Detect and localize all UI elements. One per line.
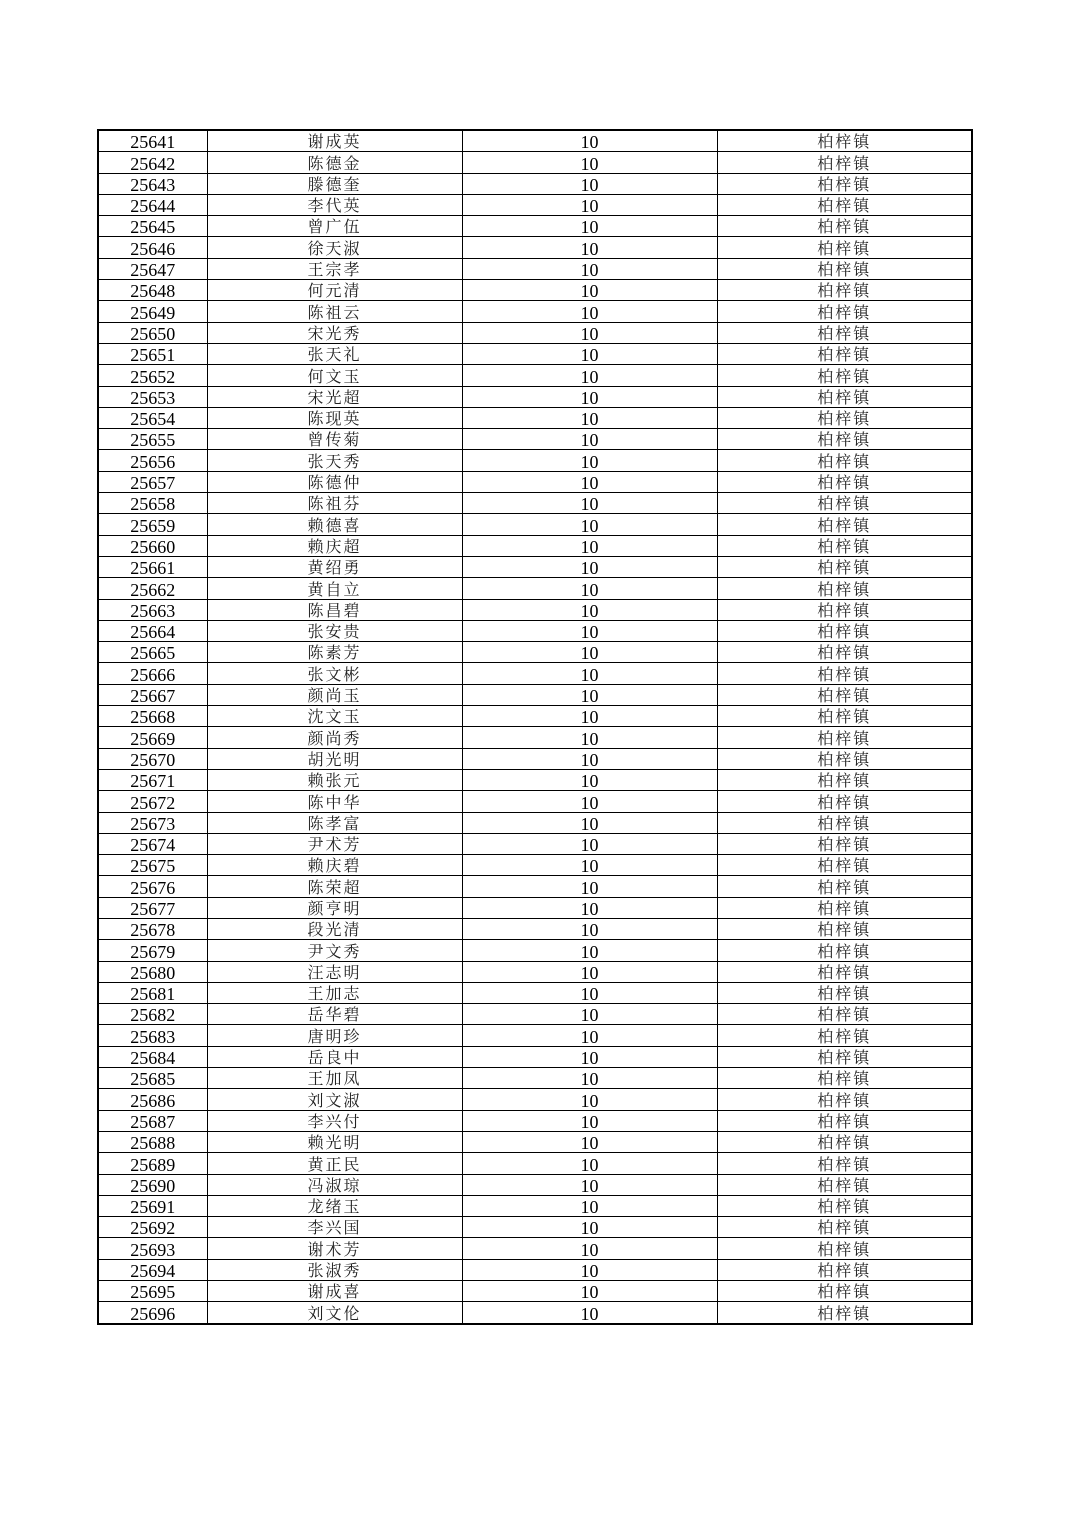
row-amount-cell: 10 [462,194,717,215]
table-row [98,940,972,961]
row-amount-cell: 10 [462,216,717,237]
row-amount-cell: 10 [462,1068,717,1089]
row-name-cell: 张天秀 [207,450,462,471]
row-town-cell: 柏梓镇 [717,748,972,769]
row-town-cell: 柏梓镇 [717,535,972,556]
row-town-cell: 柏梓镇 [717,152,972,173]
row-town-cell: 柏梓镇 [717,812,972,833]
table-row [98,1259,972,1280]
row-name-cell: 陈祖云 [207,301,462,322]
table-row [98,514,972,535]
row-id-cell: 25685 [98,1068,207,1089]
table-row [98,152,972,173]
row-town-cell: 柏梓镇 [717,130,972,152]
row-amount-cell: 10 [462,493,717,514]
table-row [98,493,972,514]
table-row [98,429,972,450]
row-town-cell: 柏梓镇 [717,173,972,194]
row-id-cell: 25672 [98,791,207,812]
row-name-cell: 赖德喜 [207,514,462,535]
row-town-cell: 柏梓镇 [717,1025,972,1046]
row-town-cell: 柏梓镇 [717,620,972,641]
row-id-cell: 25647 [98,258,207,279]
table-row [98,258,972,279]
row-town-cell: 柏梓镇 [717,1131,972,1152]
row-name-cell: 王加凤 [207,1068,462,1089]
row-name-cell: 黄自立 [207,578,462,599]
row-id-cell: 25646 [98,237,207,258]
row-amount-cell: 10 [462,748,717,769]
row-amount-cell: 10 [462,578,717,599]
row-id-cell: 25684 [98,1046,207,1067]
row-name-cell: 陈德仲 [207,471,462,492]
row-name-cell: 王加志 [207,982,462,1003]
row-id-cell: 25673 [98,812,207,833]
row-town-cell: 柏梓镇 [717,599,972,620]
row-id-cell: 25651 [98,343,207,364]
row-id-cell: 25645 [98,216,207,237]
row-id-cell: 25643 [98,173,207,194]
row-id-cell: 25669 [98,727,207,748]
row-town-cell: 柏梓镇 [717,684,972,705]
row-id-cell: 25642 [98,152,207,173]
row-id-cell: 25656 [98,450,207,471]
row-town-cell: 柏梓镇 [717,493,972,514]
row-town-cell: 柏梓镇 [717,1259,972,1280]
row-id-cell: 25682 [98,1004,207,1025]
row-town-cell: 柏梓镇 [717,365,972,386]
row-name-cell: 张天礼 [207,343,462,364]
row-name-cell: 陈昌碧 [207,599,462,620]
table-row [98,1046,972,1067]
table-row [98,280,972,301]
row-id-cell: 25681 [98,982,207,1003]
row-id-cell: 25641 [98,130,207,152]
table-row [98,237,972,258]
row-name-cell: 汪志明 [207,961,462,982]
row-id-cell: 25650 [98,322,207,343]
table-row [98,727,972,748]
table-row [98,982,972,1003]
row-amount-cell: 10 [462,1259,717,1280]
row-town-cell: 柏梓镇 [717,1302,972,1324]
row-town-cell: 柏梓镇 [717,386,972,407]
table-row [98,1153,972,1174]
row-name-cell: 谢成喜 [207,1281,462,1302]
row-town-cell: 柏梓镇 [717,556,972,577]
row-name-cell: 谢术芳 [207,1238,462,1259]
table-row [98,1025,972,1046]
table-row [98,578,972,599]
row-id-cell: 25692 [98,1217,207,1238]
row-town-cell: 柏梓镇 [717,301,972,322]
row-id-cell: 25696 [98,1302,207,1324]
row-id-cell: 25668 [98,706,207,727]
row-name-cell: 陈现英 [207,407,462,428]
row-amount-cell: 10 [462,727,717,748]
row-amount-cell: 10 [462,450,717,471]
row-amount-cell: 10 [462,343,717,364]
row-id-cell: 25690 [98,1174,207,1195]
table-row [98,1217,972,1238]
table-row [98,450,972,471]
table-row [98,1174,972,1195]
row-name-cell: 黄正民 [207,1153,462,1174]
row-amount-cell: 10 [462,833,717,854]
row-amount-cell: 10 [462,706,717,727]
row-amount-cell: 10 [462,1004,717,1025]
table-row [98,812,972,833]
row-amount-cell: 10 [462,961,717,982]
row-amount-cell: 10 [462,280,717,301]
row-amount-cell: 10 [462,769,717,790]
row-name-cell: 赖庆超 [207,535,462,556]
table-row [98,748,972,769]
row-name-cell: 岳良中 [207,1046,462,1067]
row-name-cell: 刘文淑 [207,1089,462,1110]
row-town-cell: 柏梓镇 [717,791,972,812]
row-name-cell: 尹术芳 [207,833,462,854]
row-id-cell: 25661 [98,556,207,577]
row-id-cell: 25654 [98,407,207,428]
row-amount-cell: 10 [462,1110,717,1131]
row-amount-cell: 10 [462,407,717,428]
row-name-cell: 徐天淑 [207,237,462,258]
table-row [98,961,972,982]
row-name-cell: 曾广伍 [207,216,462,237]
row-amount-cell: 10 [462,940,717,961]
row-town-cell: 柏梓镇 [717,280,972,301]
row-amount-cell: 10 [462,173,717,194]
row-name-cell: 陈荣超 [207,876,462,897]
row-amount-cell: 10 [462,1131,717,1152]
table-row [98,216,972,237]
row-name-cell: 宋光超 [207,386,462,407]
row-amount-cell: 10 [462,855,717,876]
row-id-cell: 25677 [98,897,207,918]
row-name-cell: 颜尚玉 [207,684,462,705]
row-amount-cell: 10 [462,812,717,833]
row-name-cell: 岳华碧 [207,1004,462,1025]
row-id-cell: 25653 [98,386,207,407]
row-name-cell: 宋光秀 [207,322,462,343]
table-row [98,1110,972,1131]
row-amount-cell: 10 [462,152,717,173]
row-name-cell: 陈德金 [207,152,462,173]
row-amount-cell: 10 [462,429,717,450]
row-amount-cell: 10 [462,1195,717,1216]
row-amount-cell: 10 [462,620,717,641]
table-row [98,301,972,322]
row-town-cell: 柏梓镇 [717,1110,972,1131]
table-row [98,1131,972,1152]
table-row [98,1089,972,1110]
table-row [98,918,972,939]
table-row [98,897,972,918]
row-town-cell: 柏梓镇 [717,343,972,364]
table-row [98,599,972,620]
table-row [98,1068,972,1089]
row-name-cell: 颜尚秀 [207,727,462,748]
table-row [98,1302,972,1324]
table-row [98,620,972,641]
row-id-cell: 25691 [98,1195,207,1216]
row-town-cell: 柏梓镇 [717,1281,972,1302]
table-row [98,130,972,152]
row-id-cell: 25694 [98,1259,207,1280]
row-town-cell: 柏梓镇 [717,514,972,535]
row-amount-cell: 10 [462,1217,717,1238]
row-name-cell: 刘文伦 [207,1302,462,1324]
table-row [98,684,972,705]
row-town-cell: 柏梓镇 [717,897,972,918]
row-id-cell: 25676 [98,876,207,897]
table-row [98,1195,972,1216]
row-id-cell: 25689 [98,1153,207,1174]
table-row [98,386,972,407]
row-town-cell: 柏梓镇 [717,1153,972,1174]
row-id-cell: 25657 [98,471,207,492]
row-amount-cell: 10 [462,897,717,918]
row-id-cell: 25666 [98,663,207,684]
row-id-cell: 25652 [98,365,207,386]
row-name-cell: 冯淑琼 [207,1174,462,1195]
row-name-cell: 段光清 [207,918,462,939]
row-name-cell: 赖张元 [207,769,462,790]
row-id-cell: 25680 [98,961,207,982]
row-name-cell: 颜亨明 [207,897,462,918]
row-id-cell: 25687 [98,1110,207,1131]
row-name-cell: 赖光明 [207,1131,462,1152]
table-row [98,471,972,492]
row-town-cell: 柏梓镇 [717,663,972,684]
row-town-cell: 柏梓镇 [717,237,972,258]
row-town-cell: 柏梓镇 [717,706,972,727]
table-row [98,365,972,386]
row-amount-cell: 10 [462,599,717,620]
row-amount-cell: 10 [462,1153,717,1174]
row-town-cell: 柏梓镇 [717,1174,972,1195]
row-name-cell: 李代英 [207,194,462,215]
row-id-cell: 25664 [98,620,207,641]
row-name-cell: 龙绪玉 [207,1195,462,1216]
row-id-cell: 25674 [98,833,207,854]
row-name-cell: 陈祖芬 [207,493,462,514]
row-amount-cell: 10 [462,365,717,386]
row-town-cell: 柏梓镇 [717,216,972,237]
row-name-cell: 何文玉 [207,365,462,386]
row-town-cell: 柏梓镇 [717,855,972,876]
row-name-cell: 陈中华 [207,791,462,812]
row-name-cell: 尹文秀 [207,940,462,961]
row-town-cell: 柏梓镇 [717,578,972,599]
row-id-cell: 25671 [98,769,207,790]
row-id-cell: 25693 [98,1238,207,1259]
row-town-cell: 柏梓镇 [717,407,972,428]
row-id-cell: 25665 [98,642,207,663]
row-town-cell: 柏梓镇 [717,194,972,215]
row-id-cell: 25644 [98,194,207,215]
row-name-cell: 张文彬 [207,663,462,684]
row-town-cell: 柏梓镇 [717,450,972,471]
table-row [98,1004,972,1025]
table-row [98,876,972,897]
row-town-cell: 柏梓镇 [717,1217,972,1238]
row-amount-cell: 10 [462,791,717,812]
row-town-cell: 柏梓镇 [717,876,972,897]
row-name-cell: 胡光明 [207,748,462,769]
row-town-cell: 柏梓镇 [717,833,972,854]
row-id-cell: 25683 [98,1025,207,1046]
row-town-cell: 柏梓镇 [717,1046,972,1067]
row-town-cell: 柏梓镇 [717,961,972,982]
table-row [98,855,972,876]
row-amount-cell: 10 [462,663,717,684]
roster-body [98,130,972,1324]
row-name-cell: 滕德奎 [207,173,462,194]
table-row [98,343,972,364]
row-town-cell: 柏梓镇 [717,1238,972,1259]
row-name-cell: 曾传菊 [207,429,462,450]
table-row [98,663,972,684]
row-town-cell: 柏梓镇 [717,429,972,450]
row-amount-cell: 10 [462,1238,717,1259]
row-amount-cell: 10 [462,514,717,535]
row-town-cell: 柏梓镇 [717,1195,972,1216]
row-id-cell: 25667 [98,684,207,705]
row-name-cell: 谢成英 [207,130,462,152]
row-town-cell: 柏梓镇 [717,769,972,790]
table-row [98,1238,972,1259]
row-id-cell: 25670 [98,748,207,769]
row-id-cell: 25660 [98,535,207,556]
row-amount-cell: 10 [462,1089,717,1110]
row-name-cell: 沈文玉 [207,706,462,727]
row-name-cell: 李兴国 [207,1217,462,1238]
row-id-cell: 25648 [98,280,207,301]
row-name-cell: 张安贵 [207,620,462,641]
table-row [98,556,972,577]
row-town-cell: 柏梓镇 [717,258,972,279]
row-amount-cell: 10 [462,386,717,407]
row-id-cell: 25659 [98,514,207,535]
row-amount-cell: 10 [462,1046,717,1067]
row-town-cell: 柏梓镇 [717,727,972,748]
row-name-cell: 赖庆碧 [207,855,462,876]
row-id-cell: 25649 [98,301,207,322]
row-amount-cell: 10 [462,982,717,1003]
row-amount-cell: 10 [462,1281,717,1302]
row-id-cell: 25678 [98,918,207,939]
row-amount-cell: 10 [462,642,717,663]
row-name-cell: 张淑秀 [207,1259,462,1280]
row-amount-cell: 10 [462,237,717,258]
row-id-cell: 25688 [98,1131,207,1152]
row-amount-cell: 10 [462,1025,717,1046]
row-id-cell: 25662 [98,578,207,599]
row-town-cell: 柏梓镇 [717,918,972,939]
row-town-cell: 柏梓镇 [717,982,972,1003]
table-row [98,407,972,428]
row-town-cell: 柏梓镇 [717,1004,972,1025]
row-amount-cell: 10 [462,1174,717,1195]
row-amount-cell: 10 [462,535,717,556]
row-town-cell: 柏梓镇 [717,1068,972,1089]
row-amount-cell: 10 [462,684,717,705]
table-row [98,706,972,727]
row-name-cell: 李兴付 [207,1110,462,1131]
row-name-cell: 陈孝富 [207,812,462,833]
row-amount-cell: 10 [462,1302,717,1324]
row-amount-cell: 10 [462,322,717,343]
row-name-cell: 何元清 [207,280,462,301]
row-name-cell: 陈素芳 [207,642,462,663]
row-id-cell: 25655 [98,429,207,450]
row-id-cell: 25679 [98,940,207,961]
row-amount-cell: 10 [462,258,717,279]
row-amount-cell: 10 [462,876,717,897]
row-town-cell: 柏梓镇 [717,642,972,663]
row-name-cell: 王宗孝 [207,258,462,279]
row-id-cell: 25695 [98,1281,207,1302]
row-amount-cell: 10 [462,301,717,322]
table-row [98,322,972,343]
table-row [98,833,972,854]
row-name-cell: 黄绍勇 [207,556,462,577]
row-id-cell: 25663 [98,599,207,620]
row-id-cell: 25675 [98,855,207,876]
table-row [98,1281,972,1302]
table-row [98,535,972,556]
row-town-cell: 柏梓镇 [717,940,972,961]
row-name-cell: 唐明珍 [207,1025,462,1046]
table-row [98,791,972,812]
row-amount-cell: 10 [462,471,717,492]
row-town-cell: 柏梓镇 [717,322,972,343]
row-id-cell: 25658 [98,493,207,514]
row-town-cell: 柏梓镇 [717,471,972,492]
table-row [98,194,972,215]
table-row [98,642,972,663]
table-row [98,173,972,194]
table-row [98,769,972,790]
roster-table [97,129,973,1325]
row-amount-cell: 10 [462,918,717,939]
row-id-cell: 25686 [98,1089,207,1110]
row-amount-cell: 10 [462,556,717,577]
row-amount-cell: 10 [462,130,717,152]
row-town-cell: 柏梓镇 [717,1089,972,1110]
